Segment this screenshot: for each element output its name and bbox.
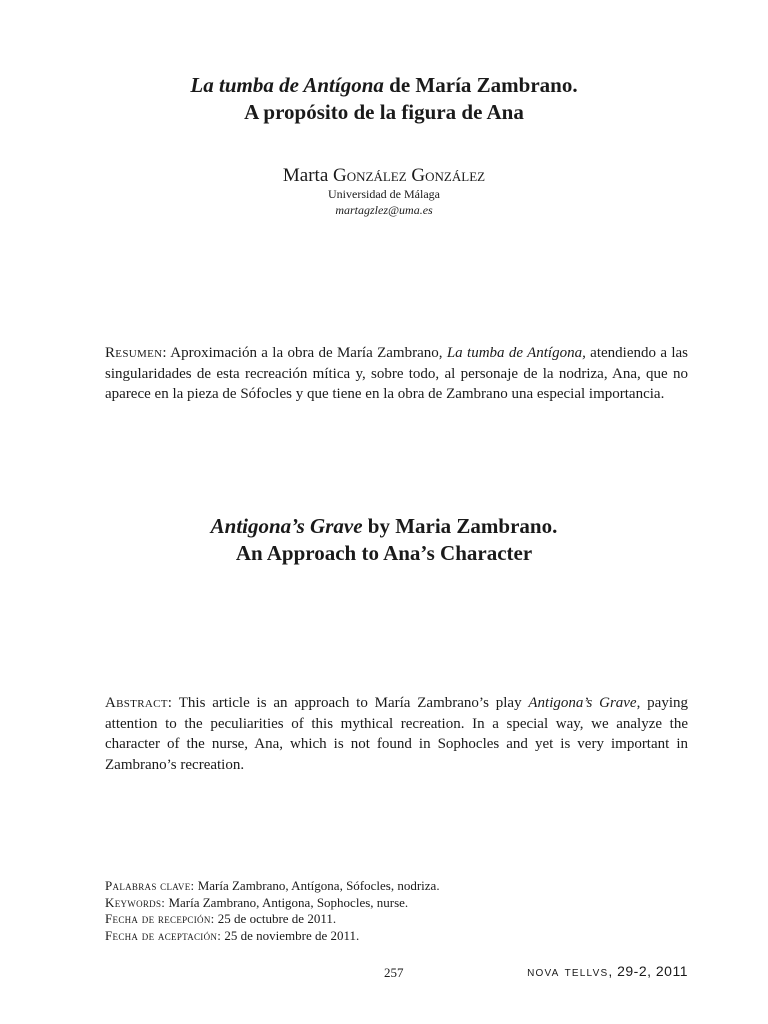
author-affiliation: Universidad de Málaga — [328, 187, 440, 201]
spanish-title-line1 — [60, 72, 708, 99]
page-number: 257 — [384, 965, 404, 980]
author-name — [60, 165, 708, 187]
spanish-title-rest: de María Zambrano. — [383, 73, 578, 97]
fecha-recepcion-line — [105, 911, 688, 928]
author-email: martagzlez@uma.es — [335, 203, 433, 217]
english-title — [60, 513, 708, 567]
spanish-title-italic: La tumba de Antígona — [190, 73, 384, 97]
resumen-label: Resumen: — [105, 345, 167, 361]
resumen-text-after: atendiendo a las singularidades de esta recreación mítica y, sobre todo, al personaje de la nodriza, Ana, que no aparece en la pieza de Sófocles y que tiene en la obra de Zambrano una especial importancia. — [105, 345, 688, 402]
palabras-clave-line — [105, 878, 688, 895]
abstract-label: Abstract: — [105, 695, 173, 711]
resumen-text-before: Aproximación a la obra de María Zambrano, — [166, 345, 447, 361]
abstract-italic-work: Antigona’s Grave — [528, 695, 637, 711]
author-surname: González González — [333, 165, 486, 186]
english-title-rest: by Maria Zambrano. — [362, 514, 558, 538]
spanish-title-line2: A propósito de la figura de Ana — [244, 100, 524, 124]
journal-citation — [527, 963, 688, 979]
spanish-title — [60, 72, 708, 126]
fecha-recepcion-value: 25 de octubre de 2011. — [214, 911, 337, 926]
keywords-line — [105, 895, 688, 912]
palabras-clave-value: María Zambrano, Antígona, Sófocles, nodriza. — [194, 878, 440, 893]
palabras-clave-label: Palabras clave: — [105, 878, 195, 893]
fecha-aceptacion-value: 25 de noviembre de 2011. — [221, 927, 360, 943]
metadata-block — [105, 878, 688, 944]
author-first-name: Marta — [282, 165, 334, 186]
journal-name: nova tellvs — [527, 963, 609, 979]
resumen-italic-work: La tumba de Antígona, — [446, 345, 586, 361]
english-title-line2: An Approach to Ana’s Character — [235, 541, 533, 565]
abstract-text-before: This article is an approach to María Zambrano’s play — [172, 695, 529, 711]
abstract-text-after: , paying attention to the peculiarities of this mythical recreation. In a special way, we analyze the character of the nurse, Ana, which is not found in Sophocles and yet is very important in Zambrano’s recreation. — [105, 695, 689, 773]
english-title-italic: Antigona’s Grave — [210, 514, 363, 538]
fecha-recepcion-label: Fecha de recepción: — [105, 911, 215, 926]
journal-issue: , 29-2, 2011 — [608, 963, 688, 979]
fecha-aceptacion-label: Fecha de aceptación: — [105, 927, 222, 943]
resumen-paragraph — [105, 343, 688, 405]
abstract-paragraph — [105, 693, 688, 775]
english-title-line1 — [60, 513, 708, 540]
keywords-value: María Zambrano, Antigona, Sophocles, nurse. — [165, 894, 409, 910]
keywords-label: Keywords: — [105, 894, 166, 910]
fecha-aceptacion-line — [105, 928, 688, 945]
